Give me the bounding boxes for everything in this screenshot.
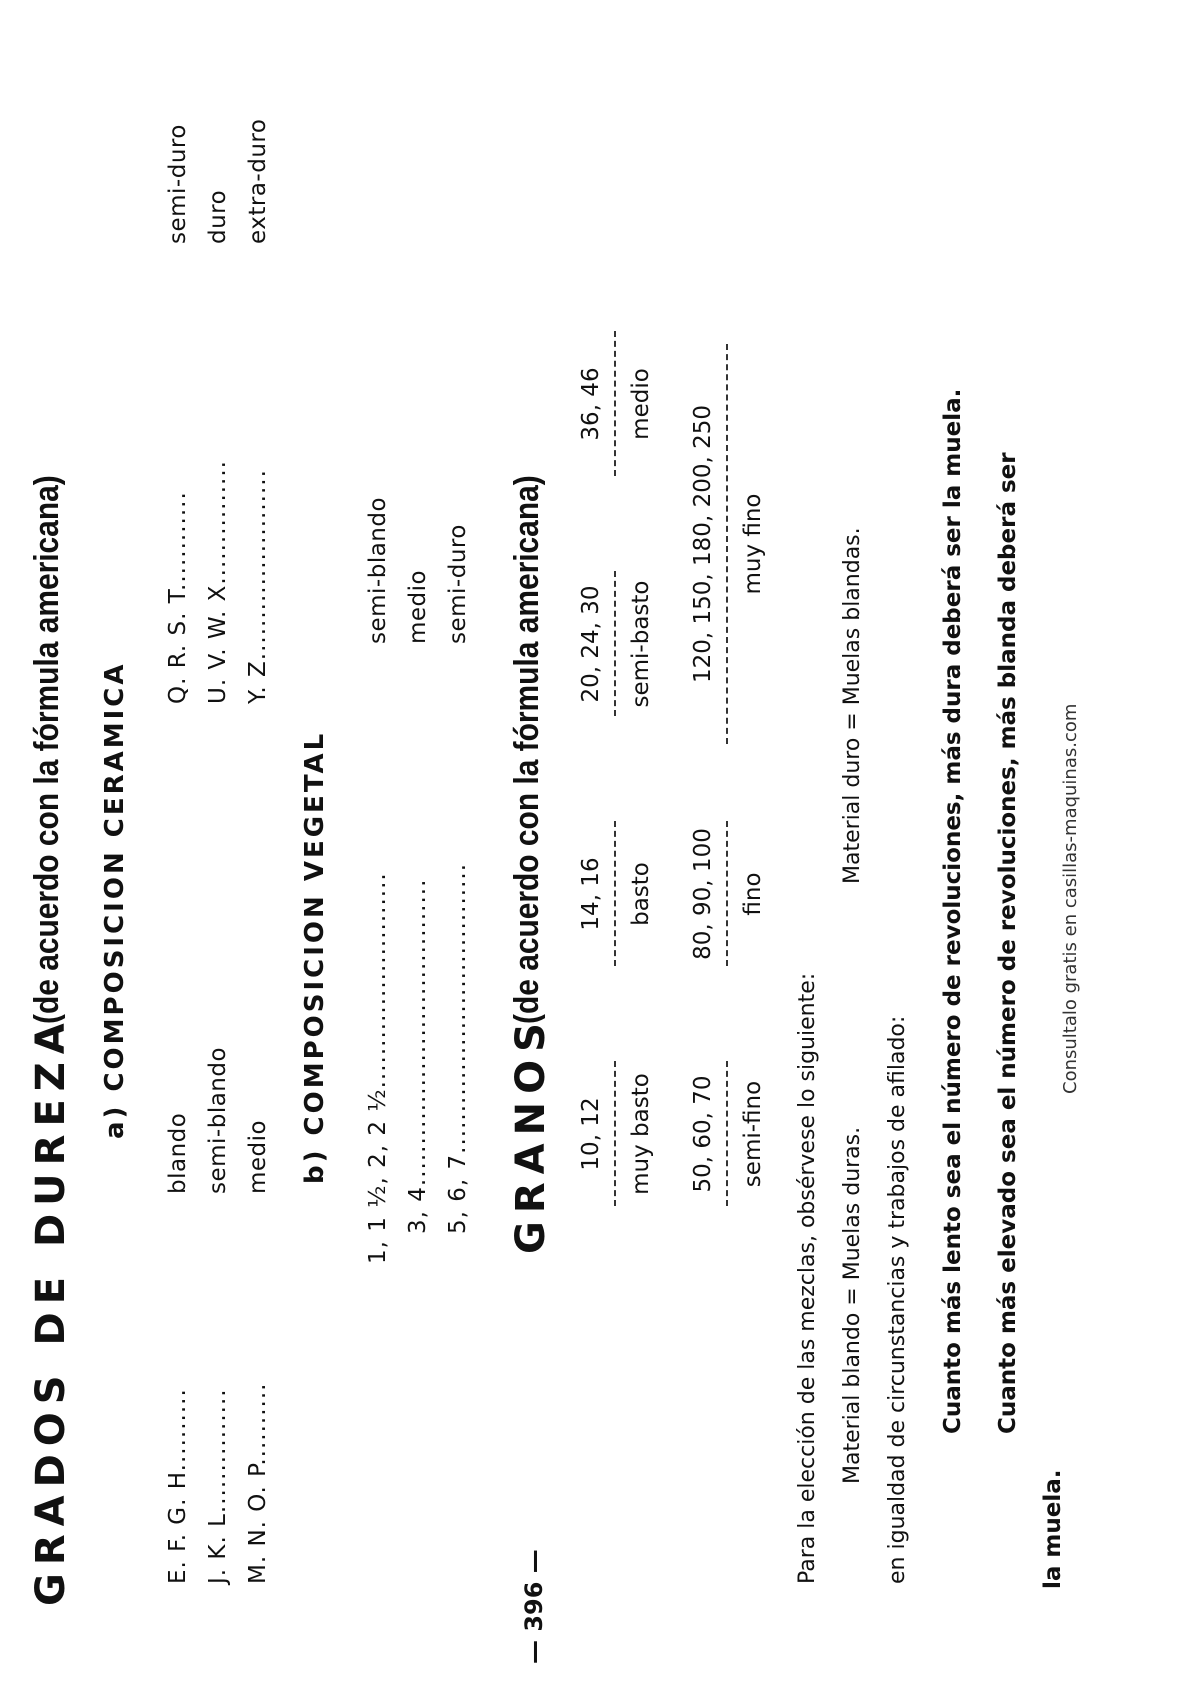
granos-3-rule [614,571,616,716]
vegetal-row-1-numbers: 1, 1 ½, 2, 2 ½.......................... [365,872,391,1264]
ceramica-row-1-grade: blando [165,1112,191,1194]
ceramica-row-3-letters: M. N. O. P.......... [245,1382,271,1584]
granos-4-rule [614,331,616,476]
rule-slow-speed: Cuanto más lento sea el número de revoluciones, más dura deberá ser la muela. [940,388,966,1434]
granos-2-rule [614,821,616,966]
granos-7-label: muy fino [740,493,766,595]
page-number: — 396 — [520,1549,548,1664]
ceramica-row-2-grade-right: duro [205,189,231,244]
granos-6-numbers: 80, 90, 100 [690,828,716,960]
granos-subtitle: (de acuerdo con la fórmula americana) [508,475,546,1024]
note-intro: Para la elección de las mezclas, obsérvese lo siguiente: [795,972,820,1584]
ceramica-heading: a) COMPOSICION CERAMICA [100,661,130,1139]
ceramica-row-3-letters-right: Y. Z....................... [245,469,271,704]
granos-3-label: semi-basto [628,580,654,708]
granos-2-label: basto [628,862,654,926]
granos-5-numbers: 50, 60, 70 [690,1075,716,1193]
granos-3-numbers: 20, 24, 30 [578,585,604,703]
granos-7-numbers: 120, 150, 180, 200, 250 [690,405,716,683]
granos-1-label: muy basto [628,1073,654,1195]
ceramica-row-2-letters: J. K. L............... [205,1388,231,1584]
ceramica-row-3-grade-right: extra-duro [245,118,271,244]
note-hard-material: Material duro = Muelas blandas. [840,527,865,884]
note-soft-material: Material blando = Muelas duras. [840,1126,865,1484]
ceramica-row-3-grade: medio [245,1119,271,1194]
rule-high-speed: Cuanto más elevado sea el número de revoluciones, más blanda deberá ser [995,452,1021,1434]
granos-7-rule [726,344,728,744]
footer-credit: Consultalo gratis en casillas-maquinas.com [1060,703,1081,1094]
granos-5-label: semi-fino [740,1080,766,1188]
vegetal-row-1-grade: semi-blando [365,496,391,644]
vegetal-row-3-grade: semi-duro [445,524,471,644]
ceramica-row-1-grade-right: semi-duro [165,124,191,244]
vegetal-row-2-numbers: 3, 4..................................... [405,878,431,1234]
main-title: GRADOS DE DUREZA [28,1015,74,1606]
granos-1-rule [614,1061,616,1206]
granos-4-numbers: 36, 46 [578,367,604,441]
granos-2-numbers: 14, 16 [578,857,604,931]
granos-1-numbers: 10, 12 [578,1097,604,1171]
note-conditions: en igualdad de circunstancias y trabajos de afilado: [885,1015,910,1584]
ceramica-row-1-letters: E. F. G. H.......... [165,1388,191,1584]
ceramica-row-2-grade: semi-blando [205,1046,231,1194]
granos-6-rule [726,821,728,966]
ceramica-row-1-letters-right: Q. R. S. T............ [165,491,191,704]
ceramica-row-2-letters-right: U. V. W. X............... [205,460,231,704]
vegetal-row-2-grade: medio [405,569,431,644]
granos-5-rule [726,1061,728,1206]
granos-4-label: medio [628,368,654,440]
granos-6-label: fino [740,872,766,916]
vegetal-row-3-numbers: 5, 6, 7................................... [445,862,471,1234]
granos-title: GRANOS [508,1015,554,1254]
main-subtitle: (de acuerdo con la fórmula americana) [28,475,66,1024]
vegetal-heading: b) COMPOSICION VEGETAL [300,730,330,1184]
rule-high-speed-cont: la muela. [1040,1469,1066,1589]
